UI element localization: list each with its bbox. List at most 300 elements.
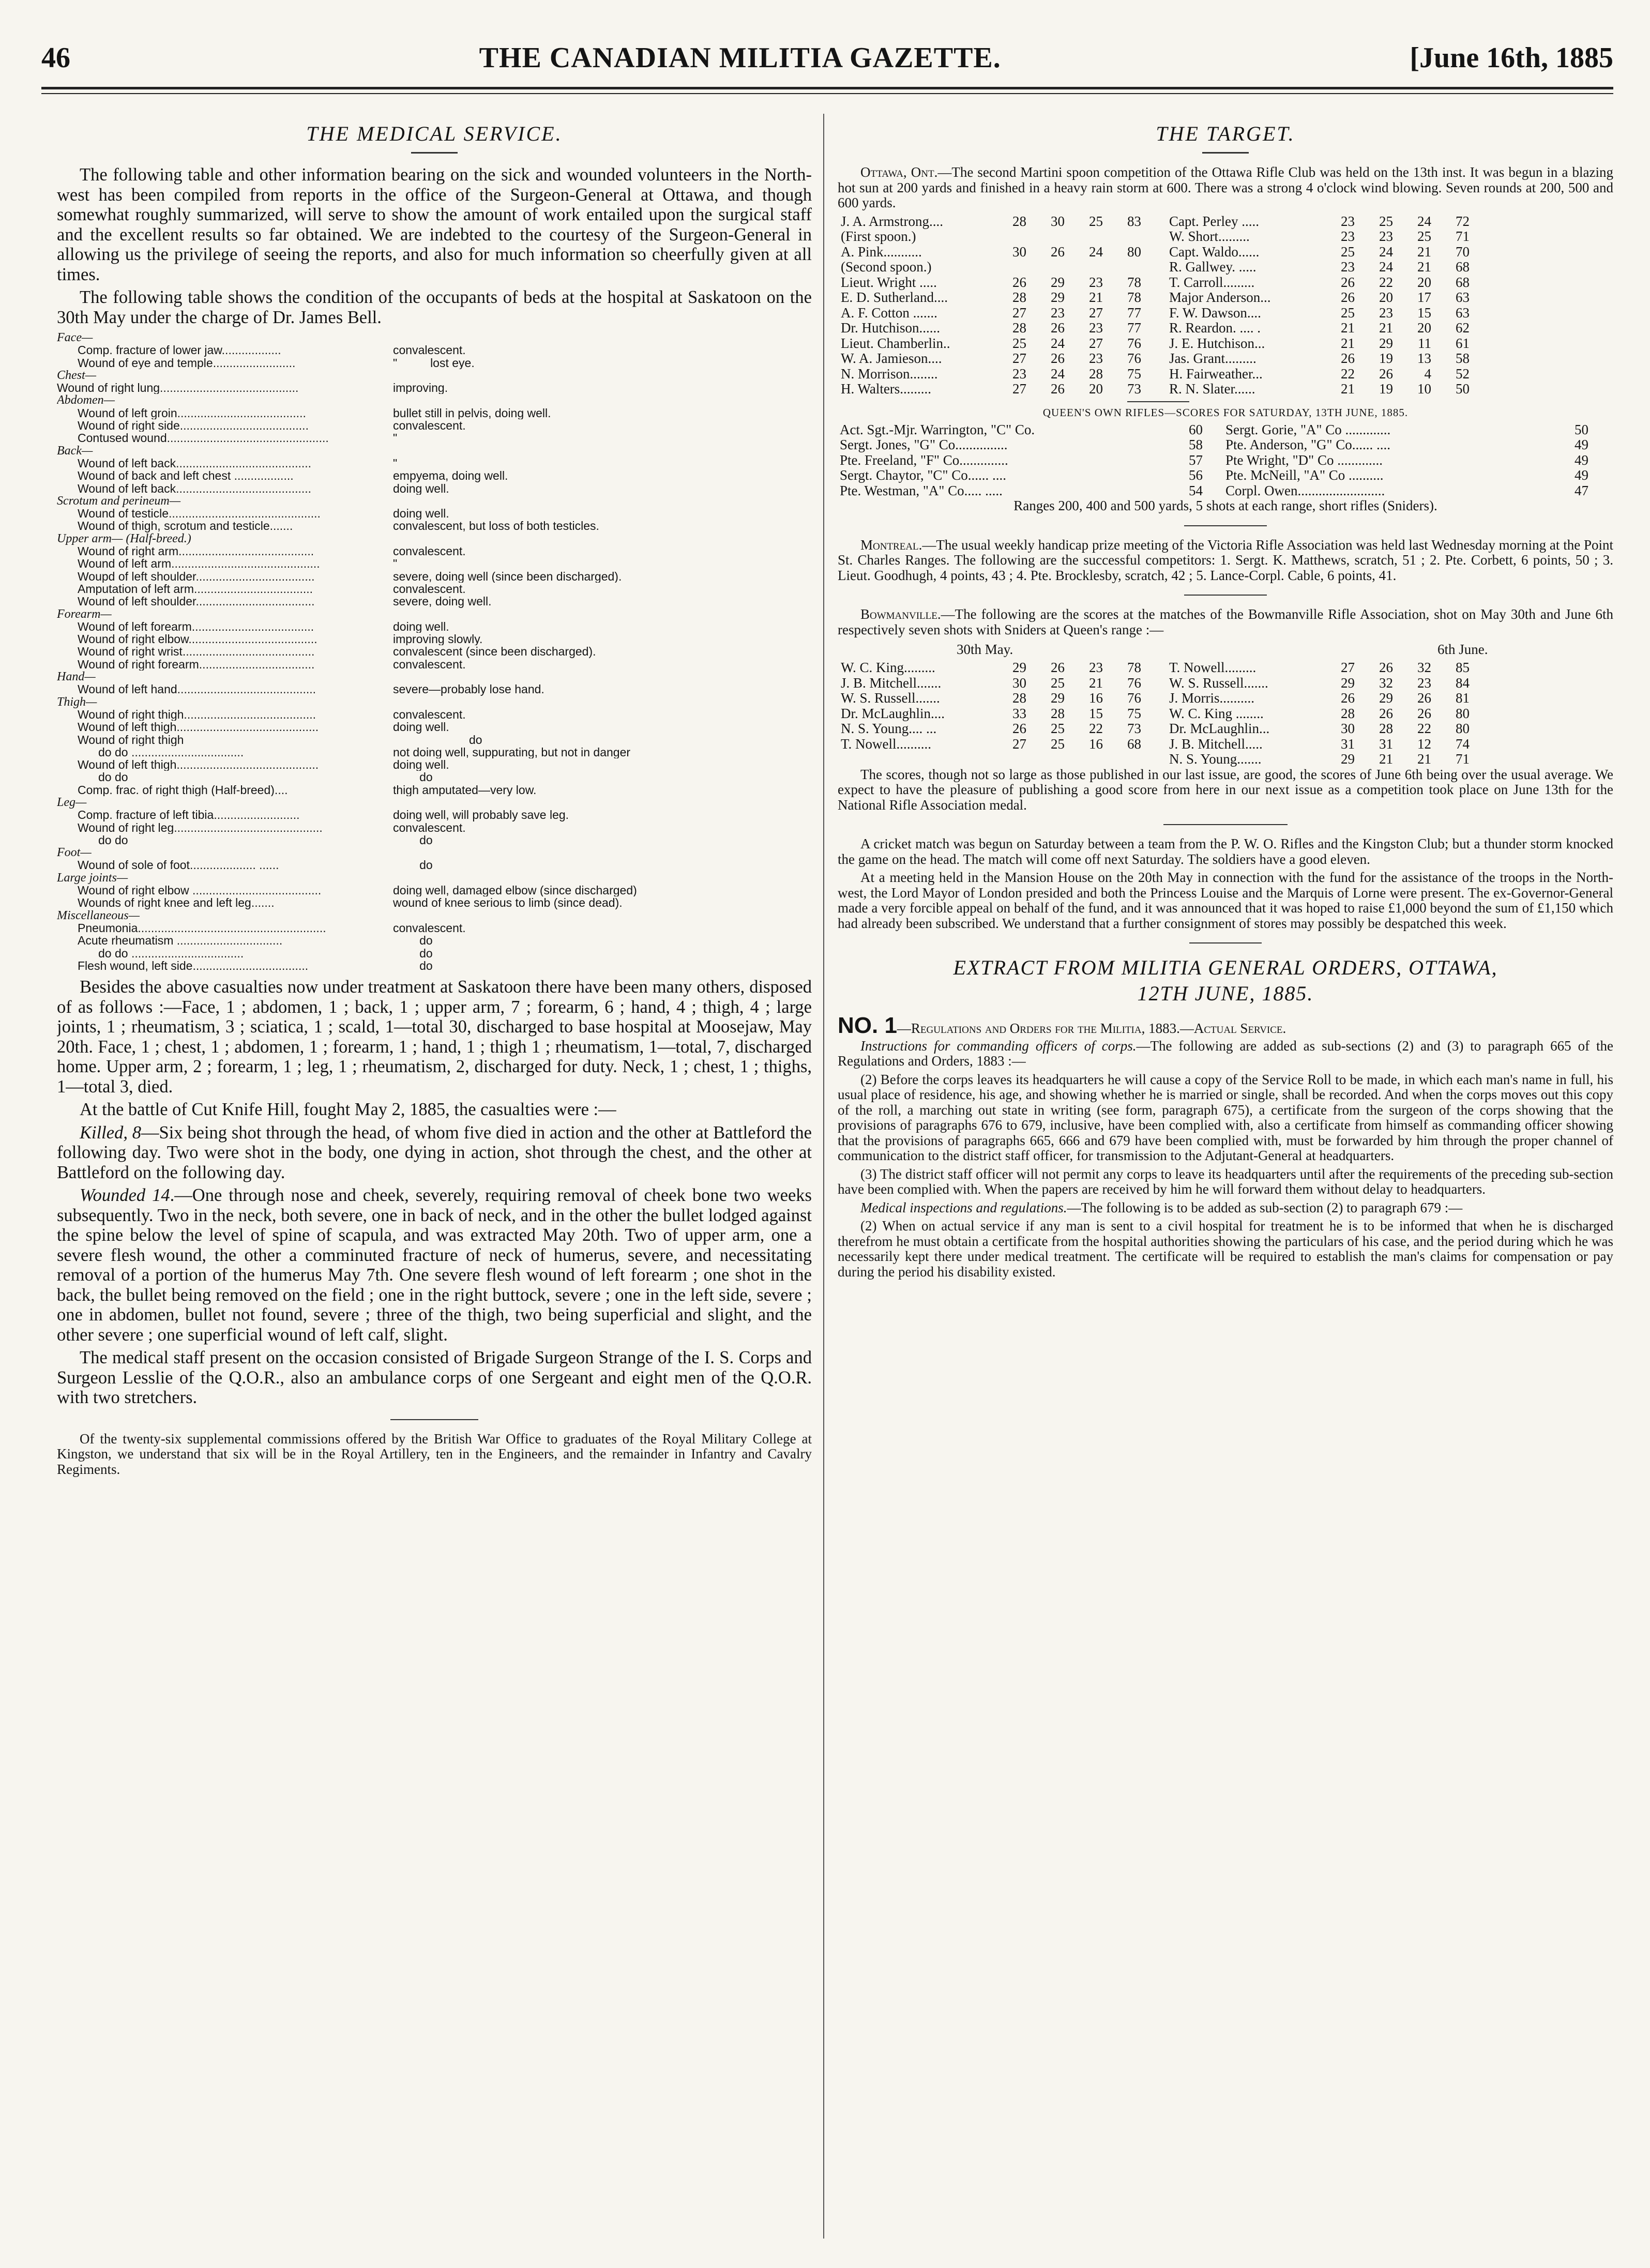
casualty-row <box>57 633 812 645</box>
injury-status: convalescent. <box>393 344 466 357</box>
casualty-table <box>57 331 812 972</box>
score-row <box>838 468 1591 483</box>
score-cell <box>991 752 1030 767</box>
score-cell: 26 <box>1417 705 1431 721</box>
casualty-category <box>57 872 812 884</box>
masthead <box>41 37 1613 79</box>
injury-label: do do .................................. <box>98 745 244 759</box>
injury-status: doing well. <box>393 507 449 520</box>
order-heading: —Regulations and Orders for the Militia, 1883.—Actual Service. <box>897 1021 1286 1036</box>
score-cell: 26 <box>1012 274 1026 290</box>
score-cell: 26 <box>1341 351 1355 366</box>
score-cell: 19 <box>1379 381 1393 397</box>
casualty-row <box>57 884 812 896</box>
page-number: 46 <box>41 42 70 74</box>
score-cell: 58 <box>1189 437 1203 452</box>
score-cell: 21 <box>1341 381 1355 397</box>
score-cell: 77 <box>1127 305 1141 321</box>
casualty-row <box>57 595 812 607</box>
injury-status: do <box>393 947 433 960</box>
column-gap <box>1144 336 1166 352</box>
injury-status: doing well, will probably save leg. <box>393 809 569 821</box>
competitor-name: A. Pink........... <box>841 243 922 260</box>
column-gap <box>1144 290 1166 306</box>
score-cell: 24 <box>1379 243 1393 260</box>
score-row <box>838 422 1591 438</box>
score-cell: 26 <box>1417 690 1431 706</box>
competitor-name: W. C. King......... <box>841 660 935 675</box>
wounded-lead: Wounded 14 <box>80 1185 170 1206</box>
score-cell: 58 <box>1456 351 1470 366</box>
score-cell: 27 <box>1012 305 1026 321</box>
score-cell: 25 <box>1089 213 1103 229</box>
score-cell: 71 <box>1456 751 1470 767</box>
score-cell: 68 <box>1456 274 1470 290</box>
injury-label: Wound of left thigh........................................... <box>78 721 319 734</box>
competitor-name: E. D. Sutherland.... <box>841 290 948 305</box>
killed-lead: Killed, 8 <box>80 1122 142 1143</box>
gazette-title: THE CANADIAN MILITIA GAZETTE. <box>479 42 1001 74</box>
score-cell: 23 <box>1089 320 1103 336</box>
score-cell: 27 <box>1012 381 1026 397</box>
score-cell: 78 <box>1127 290 1141 305</box>
bowmanville-dates <box>838 641 1613 658</box>
casualty-category <box>57 394 812 406</box>
injury-status: doing well. <box>393 721 449 734</box>
casualty-row <box>57 922 812 934</box>
killed-paragraph <box>57 1123 812 1183</box>
medical-paragraph: The medical staff present on the occasion consisted of Brigade Surgeon Strange of the I. S. Corps and Surgeon Lesslie of the Q.O.R., also an ambulance corps of one Sergeant and eight men of the Q.O.R. with two stretchers. <box>57 1348 812 1408</box>
injury-label: Wound of left shoulder.................................... <box>78 595 315 608</box>
injury-label: Wound of sole of foot.................... ...... <box>78 859 279 872</box>
injury-status: improving slowly. <box>393 633 483 646</box>
competitor-name: Corpl. Owen......................... <box>1225 482 1385 498</box>
score-cell: 49 <box>1575 467 1588 483</box>
wounded-paragraph <box>57 1185 812 1345</box>
score-cell: 68 <box>1127 736 1141 752</box>
competitor-name: Capt. Perley ..... <box>1169 213 1259 229</box>
score-cell <box>1068 229 1106 245</box>
injury-label: Wound of left back......................................... <box>78 456 312 470</box>
casualty-category <box>57 495 812 507</box>
bowmanville-paragraph <box>838 607 1613 637</box>
casualty-row <box>57 469 812 482</box>
competitor-name: Dr. McLaughlin... <box>1169 721 1270 736</box>
score-cell: 23 <box>1089 351 1103 366</box>
score-cell: 26 <box>1341 690 1355 706</box>
extract-title-line2: 12TH JUNE, 1885. <box>1137 982 1314 1005</box>
score-cell: 21 <box>1341 335 1355 351</box>
score-cell: 75 <box>1127 705 1141 721</box>
score-cell: 76 <box>1127 690 1141 706</box>
score-cell: 22 <box>1379 274 1393 290</box>
injury-label: Wound of left hand.......................................... <box>78 683 316 696</box>
score-row <box>838 660 1473 676</box>
montreal-paragraph <box>838 538 1613 584</box>
injury-label: Wound of left forearm..................................... <box>78 620 314 633</box>
injury-status: " <box>393 456 398 470</box>
score-cell: 29 <box>1379 690 1393 706</box>
competitor-name: Jas. Grant......... <box>1169 351 1257 366</box>
score-cell: 20 <box>1417 274 1431 290</box>
casualty-category <box>57 445 812 457</box>
column-gap <box>1144 752 1166 767</box>
competitor-name: W. Short......... <box>1169 229 1250 244</box>
competitor-name: H. Walters......... <box>841 381 932 397</box>
casualty-row <box>57 784 812 796</box>
divider-rule <box>1163 824 1288 825</box>
competitor-name: Pte. McNeill, "A" Co .......... <box>1225 467 1384 483</box>
score-row <box>838 245 1473 260</box>
score-cell: 26 <box>1379 366 1393 382</box>
injury-status: severe, doing well. <box>393 595 492 608</box>
bowmanville-date-right: 6th June. <box>1437 642 1488 657</box>
score-cell: 13 <box>1417 351 1431 366</box>
injury-status: do <box>393 771 433 784</box>
score-cell: 26 <box>1341 274 1355 290</box>
score-cell: 29 <box>1341 675 1355 691</box>
score-row <box>838 321 1473 336</box>
score-cell: 16 <box>1089 690 1103 706</box>
competitor-name: Dr. Hutchison...... <box>841 320 940 336</box>
injury-status: empyema, doing well. <box>393 469 508 482</box>
casualty-category <box>57 369 812 382</box>
score-row <box>838 214 1473 230</box>
score-cell: 29 <box>1051 274 1065 290</box>
score-cell: 23 <box>1341 229 1355 244</box>
score-cell: 76 <box>1127 675 1141 691</box>
competitor-name: Pte. Anderson, "G" Co...... .... <box>1225 437 1391 452</box>
score-cell: 29 <box>1379 335 1393 351</box>
score-cell: 71 <box>1456 229 1470 244</box>
score-cell <box>1106 229 1144 245</box>
casualty-row <box>57 520 812 532</box>
column-gap <box>1144 306 1166 321</box>
score-cell: 83 <box>1127 213 1141 229</box>
competitor-name: Pte. Freeland, "F" Co.............. <box>840 452 1008 468</box>
score-cell: 73 <box>1127 721 1141 736</box>
issue-date: [June 16th, 1885 <box>1410 42 1613 74</box>
qor-score-table <box>838 422 1591 499</box>
score-cell: 21 <box>1379 320 1393 336</box>
score-cell: 17 <box>1417 290 1431 305</box>
casualty-row <box>57 482 812 495</box>
casualty-row <box>57 507 812 520</box>
casualty-row <box>57 721 812 733</box>
injury-status: do <box>393 833 433 847</box>
score-cell: 26 <box>1379 660 1393 675</box>
bowmanville-note: The scores, though not so large as those published in our last issue, are good, the scores of June 6th being over the usual average. We expect to have the pleasure of publishing a good score from here in our next issue as a competition took place on June 13th for the National Rifle Association medal. <box>838 766 1613 813</box>
score-row <box>838 229 1473 245</box>
score-cell: 23 <box>1379 229 1393 244</box>
score-cell: 22 <box>1341 366 1355 382</box>
instructions-paragraph <box>838 1039 1613 1069</box>
score-cell: 22 <box>1417 721 1431 736</box>
score-cell: 76 <box>1127 335 1141 351</box>
score-cell: 70 <box>1456 243 1470 260</box>
score-cell: 31 <box>1379 736 1393 752</box>
score-cell: 26 <box>1051 243 1065 260</box>
injury-status: do <box>393 934 433 947</box>
score-cell: 26 <box>1012 721 1026 736</box>
casualty-category <box>57 608 812 620</box>
score-cell: 72 <box>1456 213 1470 229</box>
score-cell: 23 <box>1051 305 1065 321</box>
casualty-category <box>57 532 812 545</box>
category-label: Back— <box>57 444 93 458</box>
competitor-name: Sergt. Chaytor, "C" Co...... .... <box>840 467 1006 483</box>
injury-label: Wound of right thigh........................................ <box>78 708 316 721</box>
score-cell: 27 <box>1012 351 1026 366</box>
injury-status: " <box>393 432 398 445</box>
score-cell: 30 <box>1012 243 1026 260</box>
score-cell: 15 <box>1417 305 1431 321</box>
score-row <box>838 437 1591 453</box>
score-cell: 23 <box>1341 213 1355 229</box>
target-title: THE TARGET. <box>1156 122 1295 145</box>
order-number: NO. 1 <box>838 1013 897 1038</box>
score-cell: 68 <box>1456 259 1470 275</box>
score-cell: 20 <box>1089 381 1103 397</box>
competitor-name: W. A. Jamieson.... <box>841 351 942 366</box>
column-gap <box>1144 351 1166 367</box>
score-cell: 25 <box>1051 721 1065 736</box>
casualty-row <box>57 859 812 871</box>
ottawa-lead: Ottawa, Ont. <box>860 164 938 180</box>
right-column <box>838 116 1613 2246</box>
column-separator <box>823 114 824 2239</box>
casualty-row <box>57 771 812 783</box>
score-cell: 32 <box>1417 660 1431 675</box>
score-cell: 4 <box>1424 366 1431 382</box>
score-cell: 73 <box>1127 381 1141 397</box>
injury-label: Wound of thigh, scrotum and testicle....... <box>78 520 293 532</box>
score-cell: 16 <box>1089 736 1103 752</box>
subsection-3: (3) The district staff officer will not permit any corps to leave its headquarters until after the requirements of the preceding sub-section have been complied with. When the papers are received by him he will forward them without delay to headquarters. <box>838 1166 1613 1197</box>
score-cell: 84 <box>1456 675 1470 691</box>
order-number-line <box>838 1013 1613 1038</box>
column-gap <box>1144 245 1166 260</box>
montreal-lead: Montreal. <box>860 537 922 553</box>
competitor-name: T. Nowell......... <box>1169 660 1257 675</box>
divider-rule <box>1127 401 1189 402</box>
competitor-name: J. Morris.......... <box>1169 690 1255 706</box>
score-cell: 24 <box>1417 213 1431 229</box>
ottawa-paragraph <box>838 165 1613 211</box>
competitor-name: J. B. Mitchell....... <box>841 675 942 691</box>
score-cell: 80 <box>1456 705 1470 721</box>
injury-status: doing well. <box>393 482 449 495</box>
score-cell: 25 <box>1051 675 1065 691</box>
injury-label: Wound of left back......................................... <box>78 482 312 495</box>
injury-label: do do .................................. <box>98 947 244 960</box>
score-cell: 27 <box>1012 736 1026 752</box>
extract-title-line1: EXTRACT FROM MILITIA GENERAL ORDERS, OTTAWA, <box>953 956 1498 979</box>
competitor-name: T. Carroll......... <box>1169 274 1255 290</box>
score-row <box>838 737 1473 752</box>
competitor-name: Pte. Westman, "A" Co..... ..... <box>840 482 1003 498</box>
injury-label: Wound of right arm......................................... <box>78 545 314 558</box>
injury-status: convalescent. <box>393 545 466 558</box>
medical-paragraph: At the battle of Cut Knife Hill, fought May 2, 1885, the casualties were :— <box>80 1100 616 1120</box>
instructions-lead: Instructions for commanding officers of corps. <box>860 1038 1137 1054</box>
competitor-name: Sergt. Gorie, "A" Co ............. <box>1225 421 1391 437</box>
score-cell: 23 <box>1012 366 1026 382</box>
commissions-paragraph: Of the twenty-six supplemental commissions offered by the British War Office to graduates of the Royal Military College at Kingston, we understand that six will be in the Royal Artillery, ten in the Engineers, and the remainder in Infantry and Cavalry Regiments. <box>57 1430 812 1477</box>
injury-status: convalescent. <box>393 708 466 721</box>
score-cell: 15 <box>1089 705 1103 721</box>
category-label: Miscellaneous— <box>57 908 140 922</box>
competitor-name: J. A. Armstrong.... <box>841 213 944 229</box>
column-gap <box>1144 214 1166 230</box>
injury-status: not doing well, suppurating, but not in danger <box>393 745 631 759</box>
competitor-name: (First spoon.) <box>841 229 916 244</box>
score-cell: 29 <box>1051 690 1065 706</box>
competitor-name: Lieut. Chamberlin.. <box>841 335 950 351</box>
competitor-name: Sergt. Jones, "G" Co............... <box>840 437 1008 452</box>
casualty-row <box>57 809 812 821</box>
score-cell: 28 <box>1012 320 1026 336</box>
score-cell: 30 <box>1012 675 1026 691</box>
score-row <box>838 351 1473 367</box>
competitor-name: N. Morrison........ <box>841 366 938 382</box>
score-cell: 32 <box>1379 675 1393 691</box>
score-cell: 21 <box>1341 320 1355 336</box>
injury-status: convalescent. <box>393 921 466 935</box>
casualty-row <box>57 419 812 432</box>
category-label: Scrotum and perineum— <box>57 494 181 508</box>
score-cell: 47 <box>1575 482 1588 498</box>
subsection-2: (2) Before the corps leaves its headquarters he will cause a copy of the Service Roll to be made, in which each man's name in full, his usual place of residence, his age, and showing whether he is married or single, shall be recorded. And when the corps moves out this copy of the roll, a marching out state in writing (see form, paragraph 675), a certificate from the surgeon of the corps showing that the provisions of paragraphs 676 to 679, inclusive, have been complied with, also a certificate from himself as commanding officer showing that the provisions of paragraphs 665, 666 and 679 have been complied with, must be forwarded by him through the proper channel of communication to the district staff officer, for transmission to the Adjutant-General at headquarters. <box>838 1071 1613 1163</box>
competitor-name: R. Gallwey. ..... <box>1169 259 1257 275</box>
casualty-row <box>57 382 812 394</box>
score-cell <box>1068 752 1106 767</box>
casualty-row <box>57 457 812 469</box>
score-cell: 12 <box>1417 736 1431 752</box>
injury-label: Wound of right forearm................................... <box>78 658 315 671</box>
score-cell: 23 <box>1341 259 1355 275</box>
score-cell <box>1106 752 1144 767</box>
column-gap <box>1144 229 1166 245</box>
casualty-row <box>57 960 812 972</box>
score-cell: 23 <box>1089 274 1103 290</box>
column-gap <box>1144 382 1166 397</box>
score-row <box>838 260 1473 275</box>
masthead-rule-thin <box>41 93 1613 94</box>
score-cell: 56 <box>1189 467 1203 483</box>
column-gap <box>1144 660 1166 676</box>
score-cell: 23 <box>1417 675 1431 691</box>
score-cell: 25 <box>1341 305 1355 321</box>
injury-label: do do <box>98 833 128 847</box>
score-row <box>838 752 1473 767</box>
injury-status: bullet still in pelvis, doing well. <box>393 406 551 420</box>
ottawa-text: —The second Martini spoon competition of the Ottawa Rifle Club was held on the 13th inst. It was begun in a blazing hot sun at 200 yards and finished in a heavy rain storm at 600. There was a strong 4 o'clock wind blowing. Seven rounds at 200, 500 and 600 yards. <box>838 164 1613 210</box>
category-label: Abdomen— <box>57 393 115 407</box>
casualty-row <box>57 344 812 356</box>
casualty-row <box>57 758 812 771</box>
score-cell: 50 <box>1575 421 1588 437</box>
score-cell <box>991 260 1030 275</box>
injury-label: Wound of right thigh <box>78 733 184 746</box>
score-cell: 63 <box>1456 305 1470 321</box>
category-label: Face— <box>57 331 93 344</box>
score-cell: 60 <box>1189 421 1203 437</box>
bowmanville-text: —The following are the scores at the matches of the Bowmanville Rifle Association, shot on May 30th and June 6th respectively seven shots with Sniders at Queen's range :— <box>838 606 1613 637</box>
score-row <box>838 336 1473 352</box>
left-column <box>57 116 812 2246</box>
category-label: Forearm— <box>57 607 112 621</box>
injury-label: do do <box>98 771 128 784</box>
score-cell: 19 <box>1379 351 1393 366</box>
score-cell: 26 <box>1051 351 1065 366</box>
score-cell: 78 <box>1127 274 1141 290</box>
competitor-name: F. W. Dawson.... <box>1169 305 1261 321</box>
injury-status: " <box>393 557 398 570</box>
injury-status: wound of knee serious to limb (since dead). <box>393 896 623 909</box>
column-gap <box>1144 260 1166 275</box>
column-gap <box>1144 721 1166 737</box>
score-cell: 25 <box>1379 213 1393 229</box>
score-cell: 57 <box>1189 452 1203 468</box>
score-row <box>838 676 1473 691</box>
score-cell: 80 <box>1127 243 1141 260</box>
injury-label: Pneumonia......................................................... <box>78 921 326 935</box>
casualty-row <box>57 683 812 695</box>
score-cell <box>991 229 1030 245</box>
score-cell: 85 <box>1456 660 1470 675</box>
injury-status: convalescent, but loss of both testicles. <box>393 520 599 532</box>
score-cell: 28 <box>1089 366 1103 382</box>
score-cell: 27 <box>1341 660 1355 675</box>
wounded-text: .—One through nose and cheek, severely, requiring removal of cheek bone two weeks subsequently. Two in the neck, both severe, one in back of neck, and in the other the bullet lodged against the spine below the level of spine of scapula, and was extracted May 20th. Two of upper arm, one a severe flesh wound, the other a comminuted fracture of neck of humerus, severe, and necessitating removal of a portion of the humerus May 7th. One severe flesh wound of left forearm ; one shot in the back, the bullet being removed on the field ; one in the right buttock, severe ; one in the left side, severe ; one in abdomen, bullet not found, severe ; three of the thigh, two being superficial and slight, and the other severe ; one superficial wound of left calf, slight. <box>57 1185 812 1345</box>
injury-status: convalescent. <box>393 821 466 834</box>
injury-status: do <box>393 859 433 872</box>
injury-status: doing well. <box>393 620 449 633</box>
competitor-name: W. S. Russell....... <box>841 690 940 706</box>
competitor-name: Dr. McLaughlin.... <box>841 705 945 721</box>
score-cell: 29 <box>1012 660 1026 675</box>
injury-label: Woupd of left shoulder.................................... <box>78 570 315 583</box>
competitor-name: J. E. Hutchison... <box>1169 335 1265 351</box>
casualty-row <box>57 645 812 658</box>
score-cell: 49 <box>1575 452 1588 468</box>
category-label: Leg— <box>57 795 87 809</box>
medical-subsection-2: (2) When on actual service if any man is sent to a civil hospital for treatment he is to be informed that when he is discharged therefrom he must obtain a certificate from the hospital authorities showing the particulars of his case, and the period during which he was necessarily kept there under medical treatment. The certificate will be required to establish the man's claims for compensation or pay during the period his disability existed. <box>838 1218 1613 1280</box>
injury-status: doing well, damaged elbow (since discharged) <box>393 884 637 897</box>
divider-rule <box>1189 942 1262 943</box>
score-cell: 29 <box>1341 751 1355 767</box>
score-cell: 21 <box>1089 675 1103 691</box>
injury-status: thigh amputated—very low. <box>393 783 537 796</box>
injury-status: severe, doing well (since been discharged). <box>393 570 622 583</box>
injury-status: convalescent. <box>393 419 466 432</box>
score-cell: 25 <box>1417 229 1431 244</box>
score-cell: 29 <box>1051 290 1065 305</box>
injury-label: Wound of left thigh........................................... <box>78 758 319 771</box>
divider-rule <box>390 1419 478 1420</box>
competitor-name: Act. Sgt.-Mjr. Warrington, "C" Co. <box>840 421 1035 437</box>
score-cell: 75 <box>1127 366 1141 382</box>
score-cell: 30 <box>1051 213 1065 229</box>
score-cell: 78 <box>1127 660 1141 675</box>
casualty-category <box>57 696 812 708</box>
casualty-category <box>57 846 812 859</box>
score-cell: 27 <box>1089 335 1103 351</box>
injury-label: Wound of right leg............................................. <box>78 821 323 834</box>
injury-label: Wound of testicle.............................................. <box>78 507 321 520</box>
competitor-name: Lieut. Wright ..... <box>841 274 937 290</box>
